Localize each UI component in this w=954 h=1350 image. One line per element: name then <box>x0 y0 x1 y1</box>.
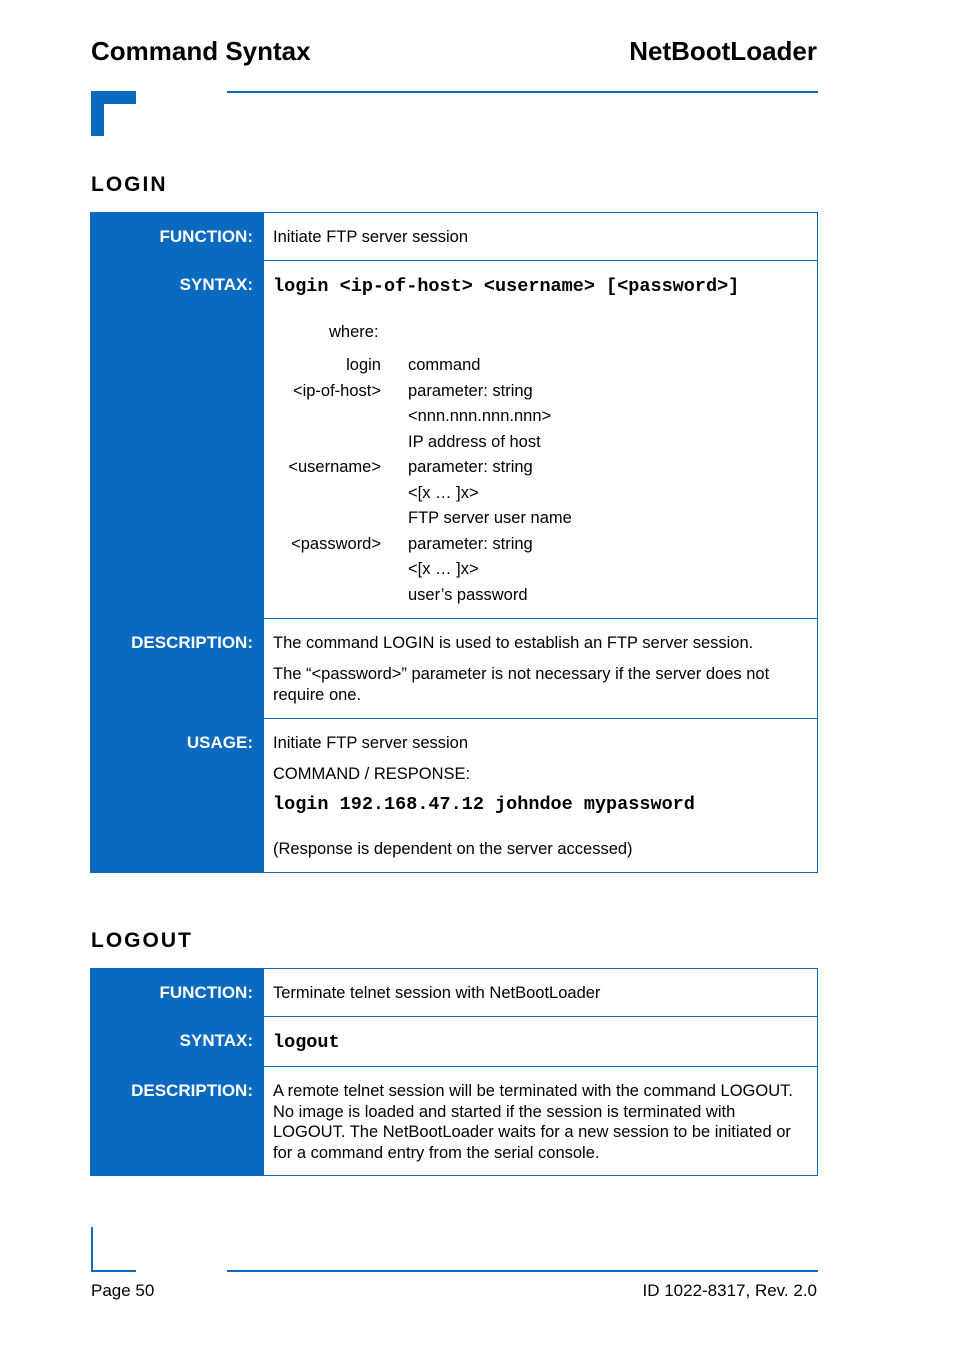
logout-description-label: DESCRIPTION: <box>91 1067 264 1176</box>
header-rule <box>227 91 818 93</box>
param-desc-line: <[x … ]x> <box>408 560 479 579</box>
logout-syntax-label: SYNTAX: <box>91 1017 264 1067</box>
login-description-row <box>91 619 818 719</box>
footer-rule <box>227 1270 818 1272</box>
login-usage-label: USAGE: <box>91 719 264 872</box>
header-section-title: Command Syntax <box>91 36 311 66</box>
logout-section-title: LOGOUT <box>91 929 193 952</box>
login-section-title: LOGIN <box>91 173 168 196</box>
page-number: Page 50 <box>91 1281 155 1300</box>
param-name: <username> <box>288 458 381 477</box>
login-description-cell <box>264 619 818 719</box>
login-usage-row <box>91 719 818 872</box>
corner-mark-bottom <box>91 1227 136 1272</box>
header-product-title: NetBootLoader <box>629 36 817 66</box>
logout-syntax-command: logout <box>273 1032 340 1053</box>
param-row <box>273 379 572 456</box>
login-syntax-row <box>91 261 818 619</box>
param-desc <box>408 379 572 456</box>
logout-syntax-row <box>91 1017 818 1067</box>
param-desc-line: parameter: string <box>408 458 533 477</box>
usage-line: COMMAND / RESPONSE: <box>273 765 471 784</box>
login-description-note: The “<password>” parameter is not necessary if the server does not require one. <box>273 665 770 705</box>
logout-function-text: Terminate telnet session with NetBootLoader <box>264 969 818 1017</box>
param-row <box>273 532 572 609</box>
param-row <box>273 353 572 379</box>
usage-line: Initiate FTP server session <box>273 734 469 753</box>
param-desc <box>408 532 572 609</box>
param-desc-line: FTP server user name <box>408 509 572 528</box>
login-usage-cell <box>264 719 818 872</box>
login-description-label: DESCRIPTION: <box>91 619 264 719</box>
login-syntax-command: login <ip-of-host> <username> [<password>] <box>273 276 740 297</box>
param-desc-line: <nnn.nnn.nnn.nnn> <box>408 407 552 426</box>
usage-command: login 192.168.47.12 johndoe mypassword <box>273 794 695 816</box>
logout-command-table <box>90 968 818 1176</box>
login-command-table <box>90 212 818 873</box>
login-function-text: Initiate FTP server session <box>264 213 818 261</box>
corner-mark-top <box>91 91 136 136</box>
param-desc-line: parameter: string <box>408 381 533 400</box>
param-desc <box>408 455 572 532</box>
where-label: where: <box>329 323 379 342</box>
login-function-label: FUNCTION: <box>91 213 264 261</box>
param-table <box>273 353 572 608</box>
param-desc-line: parameter: string <box>408 534 533 553</box>
param-row <box>273 455 572 532</box>
document-id: ID 1022-8317, Rev. 2.0 <box>642 1281 817 1300</box>
param-desc-line: <[x … ]x> <box>408 483 479 502</box>
param-name: <password> <box>291 534 381 553</box>
logout-function-label: FUNCTION: <box>91 969 264 1017</box>
logout-syntax-cell <box>264 1017 818 1067</box>
logout-description-text: A remote telnet session will be terminated with the command LOGOUT. No image is loaded and started if the session is terminated with LOGOUT. The NetBootLoader waits for a new session to be initiated or for a command entry from the serial console. <box>264 1067 818 1176</box>
param-desc-line: command <box>408 356 481 375</box>
param-desc-line: user’s password <box>408 585 528 604</box>
logout-description-row <box>91 1067 818 1176</box>
param-name: <ip-of-host> <box>292 381 381 400</box>
login-syntax-label: SYNTAX: <box>91 261 264 619</box>
login-where-block <box>273 322 809 608</box>
login-function-row <box>91 213 818 261</box>
logout-function-row <box>91 969 818 1017</box>
param-name: login <box>346 356 381 375</box>
login-syntax-cell <box>264 261 818 619</box>
param-desc <box>408 353 572 379</box>
usage-note: (Response is dependent on the server accessed) <box>273 839 633 858</box>
param-desc-line: IP address of host <box>408 432 541 451</box>
login-description-text: The command LOGIN is used to establish an FTP server session. <box>273 634 754 653</box>
